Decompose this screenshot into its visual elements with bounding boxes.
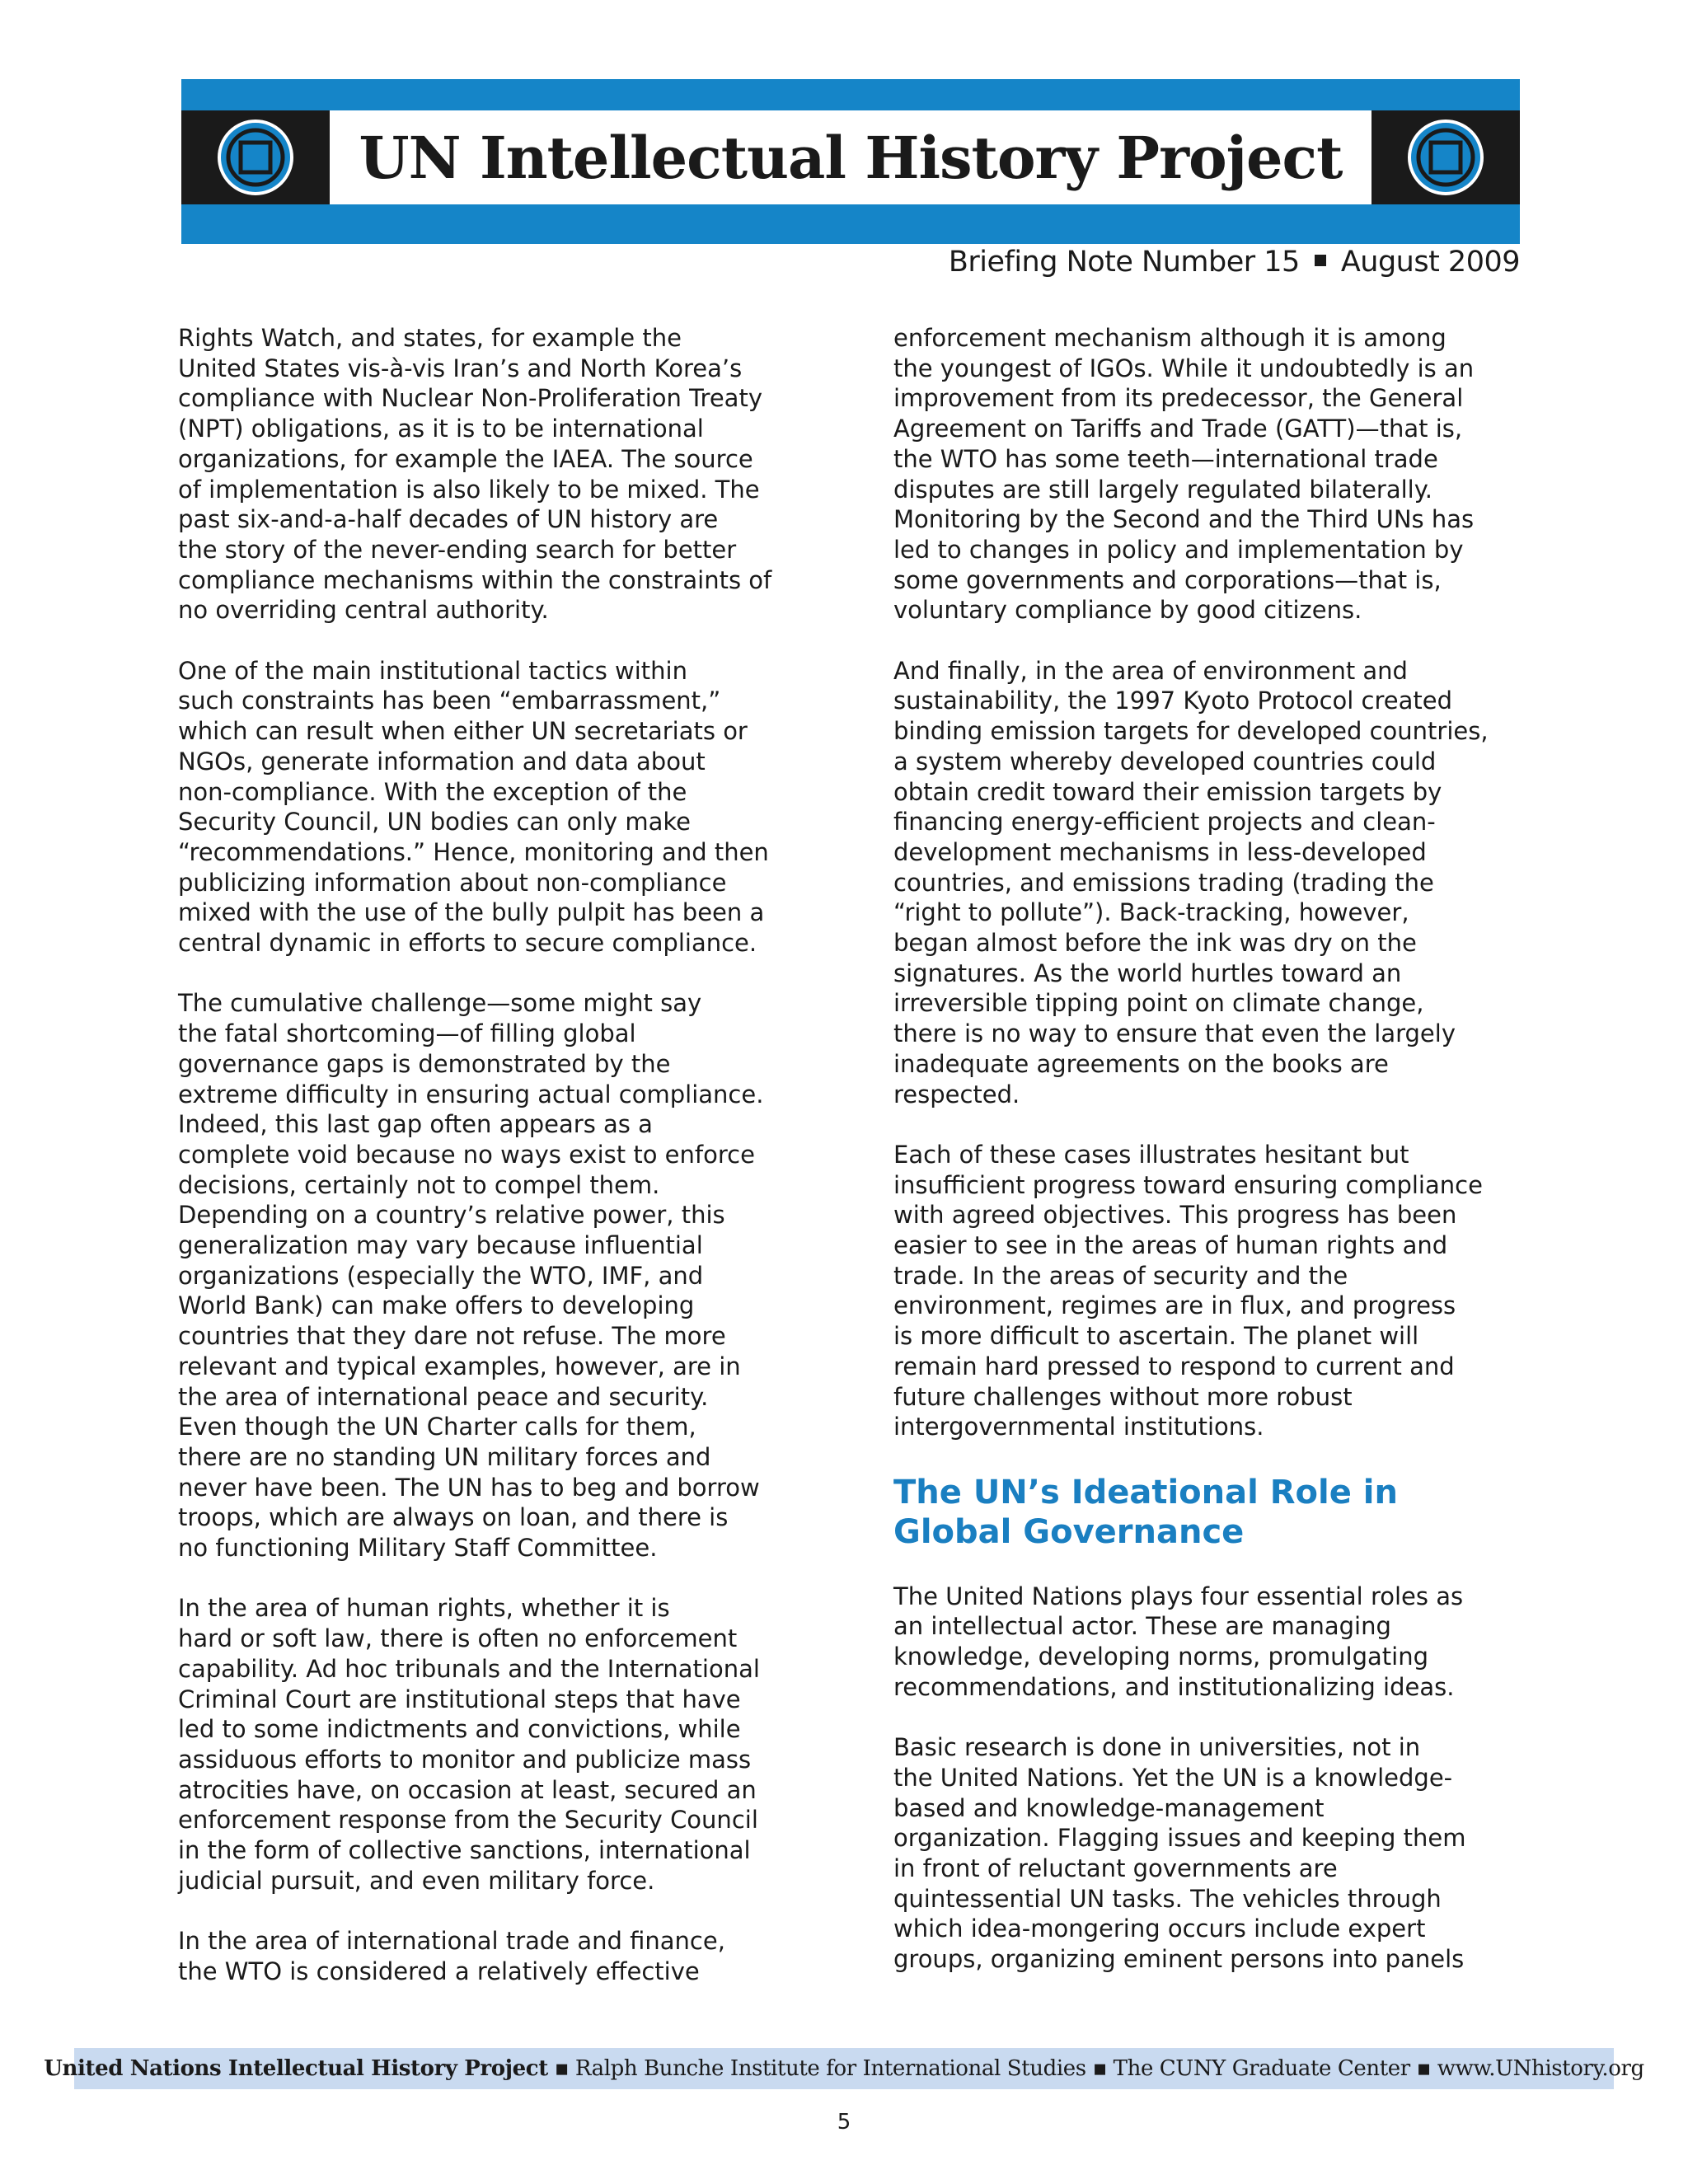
section-heading: The UN’s Ideational Role in Global Governance bbox=[893, 1473, 1398, 1551]
footer-separator: ▪ bbox=[554, 2056, 569, 2081]
paragraph: In the area of international trade and finance, the WTO is considered a relatively effective bbox=[178, 1927, 725, 1985]
page-number: 5 bbox=[837, 2110, 851, 2135]
paragraph: One of the main institutional tactics within such constraints has been “embarrassment,” which can result when either UN secretariats or NGOs, generate information and data about non-compliance. With the exception of the Security Council, UN bodies can only make “recommendations.” Hence, monitoring and then publicizing information about non-compliance mixed with the use of the bully pulpit has been a central dynamic in efforts to secure compliance. bbox=[178, 656, 769, 958]
un-project-logo-icon bbox=[216, 118, 295, 197]
header-banner bbox=[181, 79, 1520, 244]
footer-separator: ▪ bbox=[1416, 2056, 1431, 2081]
footer-band bbox=[44, 2048, 1644, 2089]
briefing-date: August 2009 bbox=[1340, 246, 1520, 279]
banner-dark-band bbox=[181, 110, 1520, 204]
un-project-logo-icon bbox=[1406, 118, 1485, 197]
footer-institute: Ralph Bunche Institute for International Studies bbox=[574, 2056, 1086, 2081]
banner-title-box bbox=[330, 110, 1372, 204]
paragraph: Rights Watch, and states, for example the United States vis-à-vis Iran’s and North Korea’s compliance with Nuclear Non-Proliferation Treaty (NPT) obligations, as it is to be international organizations, for example the IAEA. The source of implementation is also likely to be mixed. The past six-and-a-half decades of UN history are the story of the never-ending search for better compliance mechanisms within the constraints of no overriding central authority. bbox=[178, 324, 772, 625]
right-column bbox=[893, 323, 1536, 1975]
paragraph: And finally, in the area of environment and sustainability, the 1997 Kyoto Protocol created binding emission targets for developed countries, a system whereby developed countries could obtain credit toward their emission targets by financing energy-efficient projects and clean- development mechanisms in less-developed countries, and emissions trading (trading the “right to pollute”). Back-tracking, however, began almost before the ink was dry on the signatures. As the world hurtles toward an irreversible tipping point on climate change, there is no way to ensure that even the largely inadequate agreements on the books are respected. bbox=[893, 656, 1489, 1108]
footer-url[interactable]: www.UNhistory.org bbox=[1437, 2056, 1644, 2081]
paragraph: In the area of human rights, whether it is hard or soft law, there is often no enforcement capability. Ad hoc tribunals and the International Criminal Court are institutional steps that have led to some indictments and convictions, while assiduous efforts to monitor and publicize mass atrocities have, on occasion at least, secured an enforcement response from the Security Council in the form of collective sanctions, international judicial pursuit, and even military force. bbox=[178, 1594, 760, 1895]
paragraph: The United Nations plays four essential roles as an intellectual actor. These are managing knowledge, developing norms, promulgating recommendations, and institutionalizing ideas. bbox=[893, 1582, 1464, 1701]
footer-project: United Nations Intellectual History Project bbox=[44, 2056, 548, 2081]
briefing-line bbox=[949, 246, 1520, 279]
square-bullet-icon bbox=[1315, 255, 1326, 266]
footer-center: The CUNY Graduate Center bbox=[1113, 2056, 1410, 2081]
footer-separator: ▪ bbox=[1092, 2056, 1107, 2081]
left-column bbox=[178, 323, 829, 1987]
briefing-note-label: Briefing Note Number 15 bbox=[948, 246, 1300, 279]
paragraph: Each of these cases illustrates hesitant but insufficient progress toward ensuring compliance with agreed objectives. This progress has been easier to see in the areas of human rights and trade. In the areas of security and the environment, regimes are in flux, and progress is more difficult to ascertain. The planet will remain hard pressed to respond to current and future challenges without more robust intergovernmental institutions. bbox=[893, 1140, 1483, 1441]
banner-title: UN Intellectual History Project bbox=[359, 123, 1343, 192]
paragraph: The cumulative challenge—some might say the fatal shortcoming—of filling global governance gaps is demonstrated by the extreme difficulty in ensuring actual compliance. Indeed, this last gap often appears as a complete void because no ways exist to enforce decisions, certainly not to compel them. Depending on a country’s relative power, this generalization may vary because influential organizations (especially the WTO, IMF, and World Bank) can make offers to developing countries that they dare not refuse. The more relevant and typical examples, however, are in the area of international peace and security. Even though the UN Charter calls for them, there are no standing UN military forces and never have been. The UN has to beg and borrow troops, which are always on loan, and there is no functioning Military Staff Committee. bbox=[178, 989, 764, 1563]
paragraph: Basic research is done in universities, not in the United Nations. Yet the UN is a knowledge- based and knowledge-management organization. Flagging issues and keeping them in front of reluctant governments are quintessential UN tasks. The vehicles through which idea-mongering occurs include expert groups, organizing eminent persons into panels bbox=[893, 1733, 1466, 1974]
paragraph: enforcement mechanism although it is among the youngest of IGOs. While it undoubtedly is an improvement from its predecessor, the General Agreement on Tariffs and Trade (GATT)—that is, the WTO has some teeth—international trade disputes are still largely regulated bilaterally. Monitoring by the Second and the Third UNs has led to changes in policy and implementation by some governments and corporations—that is, voluntary compliance by good citizens. bbox=[893, 324, 1475, 625]
